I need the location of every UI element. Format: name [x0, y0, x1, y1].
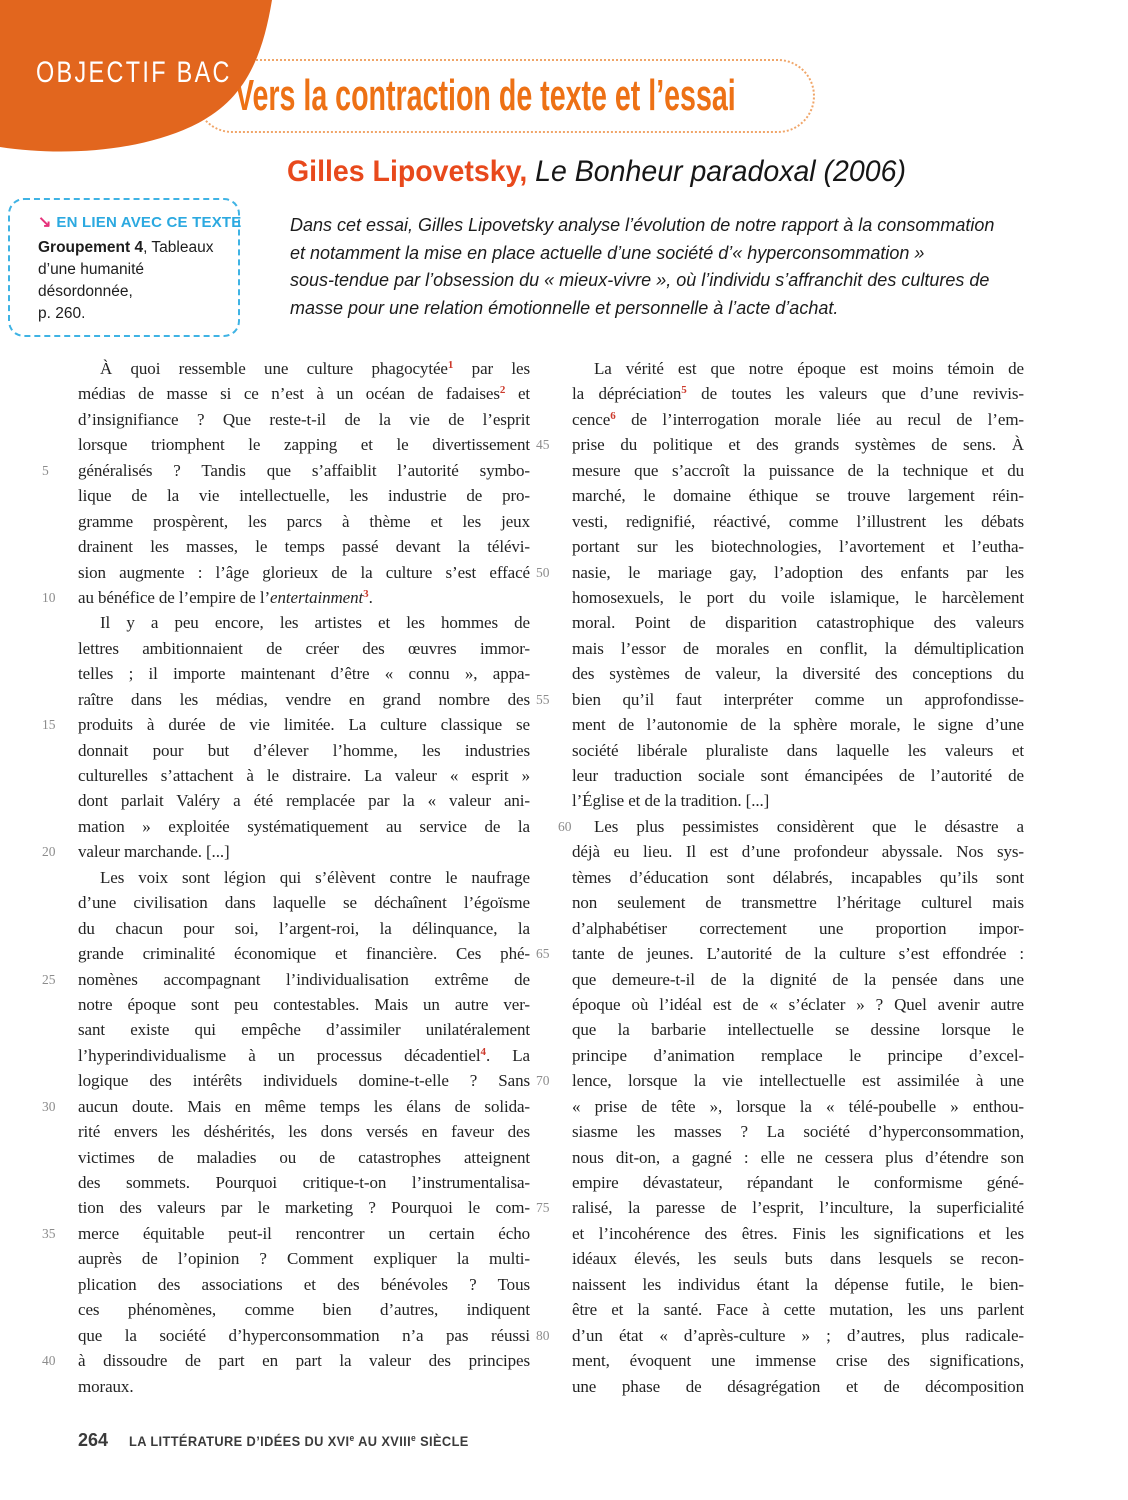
text-line: empire dévastateur, répandant le conformisme géné- [572, 1173, 1024, 1192]
text-line: tèmes d’éducation sont délabrés, incapables qu’ils sont [572, 867, 1024, 887]
text-line: 75 ralisé, la paresse de l’esprit, l’inculture, la superficialité [572, 1195, 1024, 1220]
footnote-marker: 5 [681, 384, 687, 397]
text-line: « prise de tête », lorsque la « télé-poubelle » enthou- [572, 1096, 1024, 1116]
text-line: victimes de maladies ou de catastrophes atteignent [78, 1147, 530, 1167]
author-name: Gilles Lipovetsky, [287, 155, 528, 188]
line-number: 10 [42, 589, 56, 605]
group-page-ref: p. 260. [38, 305, 86, 322]
page-number: 264 [78, 1430, 109, 1450]
text-line: ment, évoquent une immense crise des significations, [572, 1351, 1024, 1371]
text-line: 5 généralisés ? Tandis que s’affaiblit l’autorité symbo- [78, 458, 530, 483]
text-line: sant existe qui empêche d’assimiler unilatéralement [78, 1020, 530, 1040]
footnote-marker: 6 [610, 409, 616, 422]
intro-line: masse pour une relation émotionnelle et personnelle à l’acte d’achat. [290, 297, 839, 318]
intro-line: Dans cet essai, Gilles Lipovetsky analyse l’évolution de notre rapport à la consommation [290, 215, 995, 235]
text-line: 65 tante de jeunes. L’autorité de la culture s’est effondrée : [572, 941, 1024, 966]
line-number: 25 [42, 971, 56, 987]
text-line: 55 bien qu’il faut interpréter comme un approfondisse- [572, 687, 1024, 712]
group-label: Groupement 4 [38, 239, 144, 256]
text-line: non seulement de transmettre l’héritage culturel mais [572, 893, 1024, 913]
related-text-heading [38, 212, 242, 234]
text-line: 25 nomènes accompagnant l’individualisation extrême de [78, 967, 530, 992]
line-number: 75 [536, 1200, 550, 1216]
text-line: société libérale pluraliste dans laquelle les valeurs et [572, 740, 1024, 760]
text-line: siasme les masses ? La société d’hyperconsommation, [572, 1122, 1024, 1142]
text-line: une phase de désagrégation et de décomposition [572, 1376, 1024, 1396]
text-line: raître dans les médias, vendre en grand nombre des [78, 689, 530, 709]
text-line: principe d’animation remplace le principe d’excel- [572, 1045, 1024, 1065]
footnote-marker: 3 [363, 587, 369, 600]
text-line: portant sur les biotechnologies, l’avortement et l’eutha- [572, 537, 1024, 557]
text-line: À quoi ressemble une culture phagocytée$^1$ par les [100, 359, 530, 378]
text-line: moraux. [78, 1376, 134, 1396]
footnote-marker: 1 [447, 359, 454, 371]
text-line: 50 nasie, le mariage gay, l’adoption des enfants par les [572, 560, 1024, 585]
text-line: que la barbarie intellectuelle se dessine lorsque le [572, 1020, 1024, 1040]
intro-line: sous-tendue par l’obsession du « mieux-vivre », où l’individu s’affranchit des cultures de [290, 270, 990, 290]
text-line: 80 d’un état « d’après-culture » ; d’autres, plus radicale- [572, 1323, 1024, 1348]
text-line: la dépréciation$^5$ de toutes les valeurs que d’une revivis- [572, 384, 1024, 404]
text-line: médias de masse si ce n’est à un océan de fadaises$^2$ et [78, 384, 531, 404]
text-line: telles ; il importe maintenant d’être « connu », appa- [78, 664, 530, 684]
intro-paragraph [290, 212, 1060, 322]
text-line: des systèmes de valeur, la diversité des conceptions du [572, 664, 1024, 684]
text-column-right [536, 356, 1024, 1399]
text-line: donnait pour but d’élever l’homme, les industries [78, 740, 530, 760]
text-line: 35 merce équitable peut-il rencontrer un certain écho [78, 1221, 530, 1246]
related-text-title: EN LIEN AVEC CE TEXTE [56, 214, 242, 231]
line-number: 40 [42, 1353, 56, 1369]
footnote-marker: 4 [480, 1045, 486, 1058]
text-line: notre époque sont peu contestables. Mais un autre ver- [78, 994, 530, 1014]
line-number: 55 [536, 691, 550, 707]
line-number: 30 [42, 1098, 56, 1114]
text-line: être et la santé. Face à cette mutation, les uns parlent [572, 1300, 1024, 1320]
text-line: et l’incohérence des êtres. Finis les significations et les [572, 1223, 1024, 1243]
text-line: gramme prospèrent, les parcs à thème et les jeux [78, 511, 530, 531]
text-line: leur traduction sociale sont émancipées de l’autorité de [572, 766, 1024, 785]
objectif-bac-badge: OBJECTIF BAC [36, 56, 232, 89]
text-line: 70 lence, lorsque la vie intellectuelle est assimilée à une [572, 1068, 1024, 1093]
page-footer [78, 1430, 486, 1451]
text-column-left [42, 356, 531, 1399]
text-line: mation » exploitée systématiquement au service de la [78, 816, 530, 836]
line-number: 15 [42, 717, 56, 733]
text-line: Les voix sont légion qui s’élèvent contre le naufrage [100, 867, 530, 887]
text-line: que demeure-t-il de la dignité de la pensée dans une [572, 969, 1024, 989]
section-title: Vers la contraction de texte et l’essai [235, 71, 736, 120]
text-line: plication des associations et des bénévoles ? Tous [78, 1274, 530, 1294]
text-line: La vérité est que notre époque est moins témoin de [594, 359, 1024, 378]
text-line: mais l’essor de morales en conflit, la démultiplication [572, 638, 1024, 658]
text-line: du chacun pour soi, l’argent-roi, la délinquance, la [78, 918, 530, 938]
text-line: 40 à dissoudre de part en part la valeur des principes [78, 1348, 530, 1373]
text-line: dont parlait Valéry a été remplacée par la « valeur ani- [78, 791, 530, 811]
text-line: tion des valeurs par le marketing ? Pourquoi le com- [78, 1198, 530, 1218]
text-line: 10 au bénéfice de l’empire de l’entertainment$^3$. [78, 585, 530, 610]
text-line: 20 valeur marchande. [...] [78, 839, 530, 864]
line-number: 20 [42, 844, 56, 860]
text-line: lique de la vie intellectuelle, les industrie de pro- [78, 486, 530, 506]
text-line: 15 produits à durée de vie limitée. La culture classique se [78, 712, 530, 737]
text-line: nous dit-on, a gagné : elle ne cessera plus d’étendre son [572, 1147, 1024, 1167]
text-line: auprès de l’opinion ? Comment expliquer la multi- [78, 1249, 530, 1269]
text-line: culturelles s’attachent à le distraire. La valeur « esprit » [78, 766, 530, 785]
southeast-arrow-icon: ↘ [38, 214, 52, 231]
text-line: 30 aucun doute. Mais en même temps les élans de solida- [78, 1094, 530, 1119]
text-line: 45 prise du politique et des grands systèmes de sens. À [572, 432, 1024, 457]
line-number: 70 [536, 1073, 550, 1089]
line-number: 35 [42, 1225, 56, 1241]
text-line: époque où l’idéal est de « s’éclater » ? Quel avenir autre [572, 994, 1024, 1014]
text-line: moral. Point de disparition catastrophique des valeurs [572, 613, 1024, 633]
text-line: vesti, redignifié, réactivé, comme l’illustrent les débats [572, 511, 1024, 531]
text-line: Il y a peu encore, les artistes et les hommes de [100, 613, 530, 633]
text-line: que la société d’hyperconsommation n’a pas réussi [78, 1325, 530, 1345]
text-line: rité envers les déshérités, les dons versés en faveur des [78, 1122, 530, 1142]
related-text-box [8, 198, 240, 337]
text-line: grande criminalité économique et financière. Ces phé- [78, 944, 530, 964]
text-line: d’alphabétiser correctement une proportion impor- [572, 918, 1024, 938]
text-line: d’insignifiance ? Que reste-t-il de la vie de l’esprit [78, 409, 530, 429]
work-heading [287, 155, 906, 189]
text-line: déjà eu lieu. Il est d’une profondeur abyssale. Nos sys- [572, 842, 1024, 862]
text-line: drainent les masses, le temps passé devant la télévi- [78, 537, 530, 557]
text-line: l’Église et de la tradition. [...] [572, 791, 770, 811]
essay-text [42, 356, 1024, 1399]
related-text-reference [38, 237, 232, 325]
text-line: d’une civilisation dans laquelle se déchaînent l’égoïsme [78, 893, 530, 913]
text-line: lorsque triomphent le zapping et le divertissement [78, 435, 530, 455]
text-line: sion augmente : l’âge glorieux de la culture s’est effacé [78, 562, 530, 582]
intro-line: et notamment la mise en place actuelle d’une société d’« hyperconsommation » [290, 242, 925, 263]
text-line: des sommets. Pourquoi critique-t-on l’instrumentalisa- [78, 1173, 530, 1192]
work-title: Le Bonheur paradoxal (2006) [535, 155, 906, 188]
text-line: naissent les individus étant la dépense futile, le bien- [572, 1274, 1024, 1294]
footnote-marker: 2 [499, 384, 506, 397]
group-work: , Tableaux d’une humanité désordonnée, [38, 239, 214, 300]
line-number: 60 [558, 818, 572, 834]
superscript: e [410, 1433, 416, 1443]
text-line: l’hyperindividualisme à un processus décadentiel$^4$. La [78, 1045, 530, 1065]
text-line: mesure que s’accroît la puissance de la technique et du [572, 460, 1024, 480]
text-line: homosexuels, le port du voile islamique, le harcèlement [572, 587, 1024, 607]
line-number: 45 [536, 437, 550, 453]
line-number: 50 [536, 564, 550, 580]
text-line: marché, le domaine éthique se trouve largement réin- [572, 486, 1024, 506]
line-number: 5 [42, 462, 49, 478]
text-line: 60 Les plus pessimistes considèrent que le désastre a [572, 814, 1024, 839]
chapter-title: LA LITTÉRATURE D’IDÉES DU XVIe AU XVIIIe SIÈCLE [128, 1433, 469, 1449]
text-line: ment de l’autonomie de la sphère morale, le signe d’une [572, 715, 1024, 735]
text-line: logique des intérêts individuels domine-t-elle ? Sans [78, 1071, 530, 1091]
superscript: e [349, 1433, 355, 1443]
text-line: idéaux élevés, les seuls buts dans lesquels se recon- [572, 1249, 1024, 1269]
text-line: lettres ambitionnaient de créer des œuvres immor- [78, 638, 530, 658]
text-line: ces phénomènes, comme bien d’autres, indiquent [78, 1300, 530, 1320]
line-number: 65 [536, 946, 550, 962]
line-number: 80 [536, 1327, 550, 1343]
text-line: cence$^6$ de l’interrogation morale liée au recul de l’em- [572, 409, 1024, 429]
